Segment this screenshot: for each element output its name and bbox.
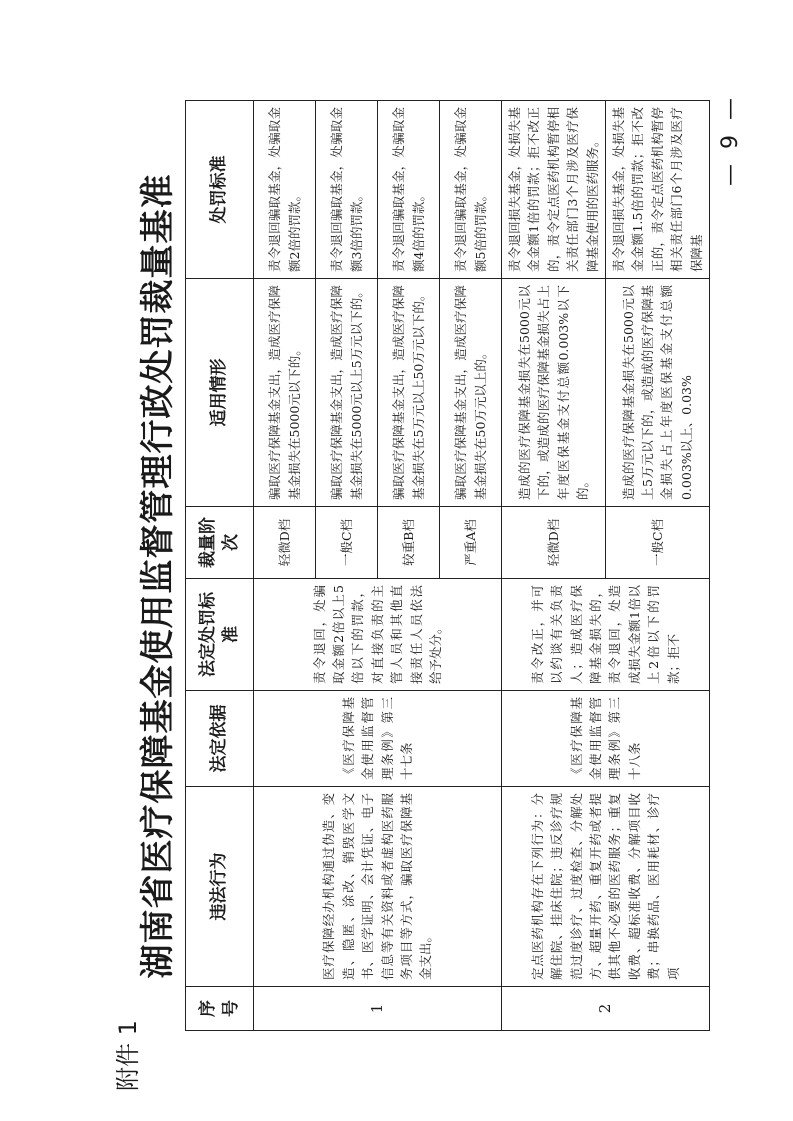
row-situation: 骗取医疗保障基金支出，造成医疗保障基金损失在5万元以上50万元以下的。 bbox=[378, 279, 440, 507]
page-number: — 9 — bbox=[718, 94, 743, 186]
row-violation: 医疗保障经办机构通过伪造、变造、隐匿、涂改、销毁医学文书、医学证明、会计凭证、电子信息等有关资料或者虚构医药服务项目等方式，骗取医疗保障基金支出。 bbox=[254, 787, 502, 987]
row-level: 一般C档 bbox=[316, 507, 378, 579]
row-situation: 造成的医疗保障基金损失在5000元以下的，或造成的医疗保障基金损失占上年度医保基金支付总额0.003%以下的。 bbox=[502, 279, 606, 507]
header-seq: 序号 bbox=[186, 987, 254, 1031]
row-level: 一般C档 bbox=[606, 507, 710, 579]
row-situation: 骗取医疗保障基金支出，造成医疗保障基金损失在5000元以下的。 bbox=[254, 279, 316, 507]
row-basis: 《医疗保障基金使用监督管理条例》第三十八条 bbox=[502, 691, 710, 787]
table-row bbox=[254, 101, 316, 1031]
header-violation: 违法行为 bbox=[186, 787, 254, 987]
row-level: 严重A档 bbox=[440, 507, 502, 579]
attachment-label: 附件 1 bbox=[114, 1020, 142, 1091]
header-penalty: 处罚标准 bbox=[186, 101, 254, 279]
header-legal-penalty: 法定处罚标准 bbox=[186, 579, 254, 691]
row-level: 较重B档 bbox=[378, 507, 440, 579]
row-penalty: 责令退回损失基金，处损失基金金额1倍的罚款；拒不改正的，责令定点医药机构暂停相关责任部门3个月涉及医疗保障基金使用的医药服务。 bbox=[502, 101, 606, 279]
row-level: 轻微D档 bbox=[254, 507, 316, 579]
row-situation: 骗取医疗保障基金支出，造成医疗保障基金损失在5000元以上5万元以下的。 bbox=[316, 279, 378, 507]
row-legal-penalty: 责令退回，处骗取金额2倍以上5倍以下的罚款，对直接负责的主管人员和其他直接责任人员依法给予处分。 bbox=[254, 579, 502, 691]
row-penalty: 责令退回骗取基金，处骗取金额4倍的罚款。 bbox=[378, 101, 440, 279]
document-title: 湖南省医疗保障基金使用监督管理行政处罚裁量基准 bbox=[138, 173, 178, 979]
row-penalty: 责令退回损失基金，处损失基金金额1.5倍的罚款；拒不改正的，责令定点医药机构暂停相关责任部门6个月涉及医疗保障基 bbox=[606, 101, 710, 279]
row-penalty: 责令退回骗取基金，处骗取金额3倍的罚款。 bbox=[316, 101, 378, 279]
row-situation: 骗取医疗保障基金支出，造成医疗保障基金损失在50万元以上的。 bbox=[440, 279, 502, 507]
row-basis: 《医疗保障基金使用监督管理条例》第三十七条 bbox=[254, 691, 502, 787]
row-situation: 造成的医疗保障基金损失在5000元以上5万元以下的，或造成的医疗保障基金损失占上年度医保基金支付总额0.003%以上、0.03% bbox=[606, 279, 710, 507]
row-legal-penalty: 责令改正，并可以约谈有关负责人；造成医疗保障基金损失的，责令退回，处造成损失金额1倍以上2倍以下的罚款；拒不 bbox=[502, 579, 710, 691]
row-seq: 1 bbox=[254, 987, 502, 1031]
row-violation: 定点医药机构存在下列行为：分解住院、挂床住院；违反诊疗规范过度诊疗、过度检查、分解处方、超量开药、重复开药或者提供其他不必要的医药服务；重复收费、超标准收费、分解项目收费；串换药品、医用耗材、诊疗项 bbox=[502, 787, 710, 987]
row-penalty: 责令退回骗取基金，处骗取金额2倍的罚款。 bbox=[254, 101, 316, 279]
header-basis: 法定依据 bbox=[186, 691, 254, 787]
row-seq: 2 bbox=[502, 987, 710, 1031]
table-header-row bbox=[186, 101, 254, 1031]
row-penalty: 责令退回骗取基金，处骗取金额5倍的罚款。 bbox=[440, 101, 502, 279]
row-level: 轻微D档 bbox=[502, 507, 606, 579]
header-level: 裁量阶次 bbox=[186, 507, 254, 579]
penalty-standard-table bbox=[185, 100, 710, 1031]
header-situation: 适用情形 bbox=[186, 279, 254, 507]
table-row bbox=[502, 101, 606, 1031]
